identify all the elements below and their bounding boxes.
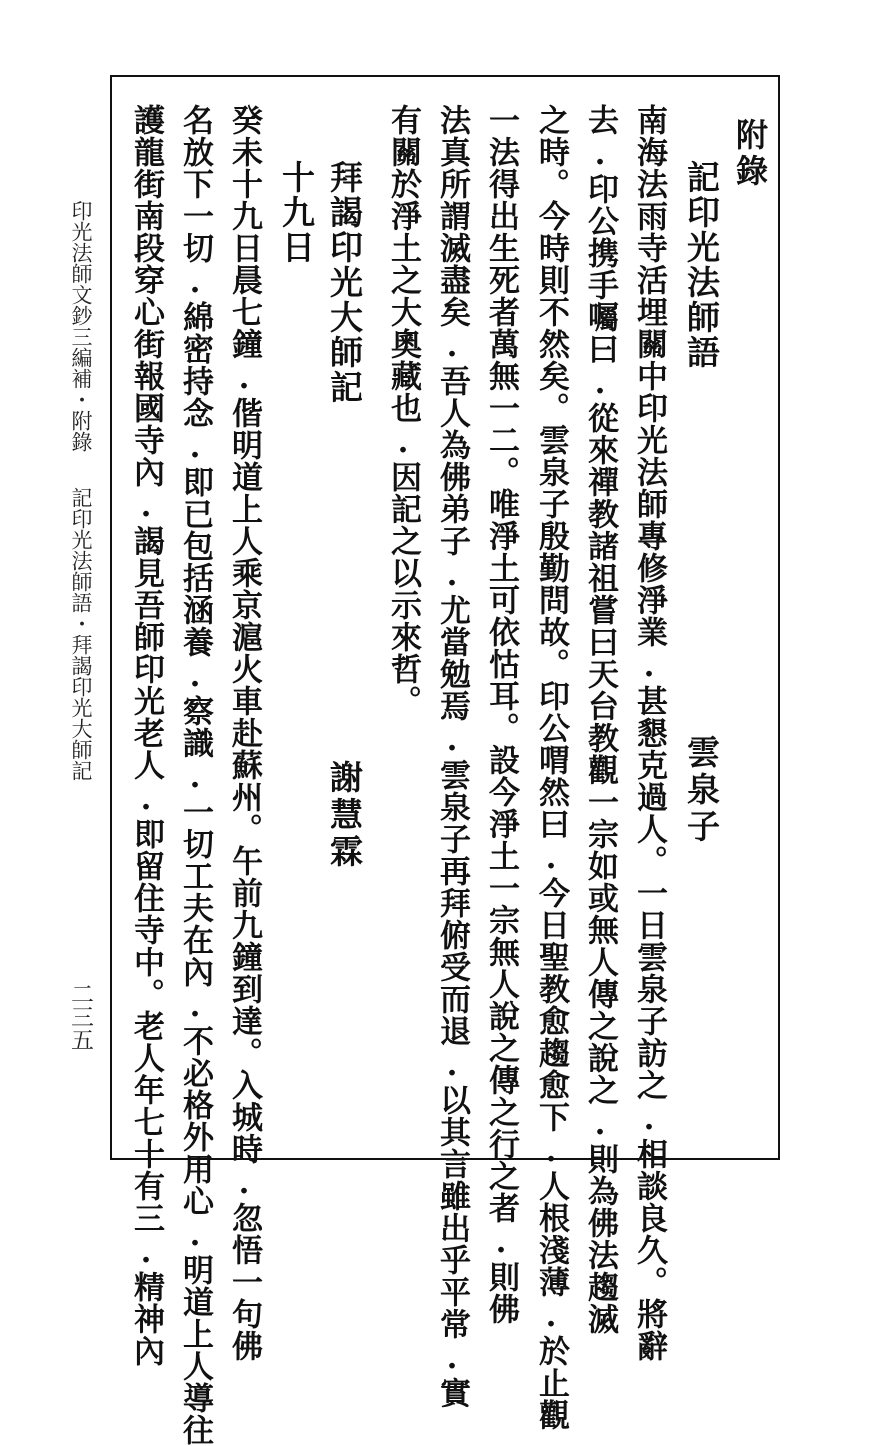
article2-line-3: 護龍街南段穿心街報國寺內.謁見吾師印光老人.即留住寺中。老人年七十有三.精神內 xyxy=(128,104,164,1367)
appendix-heading: 附錄 xyxy=(731,118,769,190)
page-number: 二三五 xyxy=(67,982,93,1051)
article1-line-5: 法真所謂滅盡矣.吾人為佛弟子.尤當勉焉.雲泉子再拜俯受而退.以其言雖出乎平常.實 xyxy=(434,104,470,1409)
article2-title: 拜謁印光大師記 xyxy=(325,160,364,405)
article1-line-1: 南海法雨寺活埋關中印光法師專修淨業.甚懇克過人。一日雲泉子訪之.相談良久。將辭 xyxy=(631,104,667,1362)
article1-line-6: 有關於淨土之大奧藏也.因記之以示來哲。 xyxy=(385,104,421,717)
section-titles-margin: 記印光法師語・拜謁印光大師記 xyxy=(69,487,93,781)
article2-line-2: 名放下一切.綿密持念.即已包括涵養.察識.一切工夫在內.不必格外用心.明道上人導往 xyxy=(177,104,213,1446)
article1-title: 記印光法師語 xyxy=(682,160,721,370)
article1-line-3: 之時。今時則不然矣。雲泉子殷勤問故。印公喟然曰.今日聖教愈趨愈下.人根淺薄.於止觀 xyxy=(533,104,569,1431)
article2-line-1: 癸未十九日晨七鐘.偕明道上人乘京滬火車赴蘇州。午前九鐘到達。入城時.忽悟一句佛 xyxy=(226,104,262,1362)
article1-author: 雲泉子 xyxy=(682,735,721,846)
article1-line-4: 一法得出生死者萬無一二。唯淨土可依怙耳。設今淨土一宗無人說之傳之行之者.則佛 xyxy=(483,104,519,1325)
article1-line-2: 去.印公携手囑曰.從來禪教諸祖嘗曰天台教觀一宗如或無人傳之說之.則為佛法趨滅 xyxy=(582,104,618,1335)
book-title-margin: 印光法師文鈔三編補・附錄 xyxy=(69,200,93,452)
article2-date: 十九日 xyxy=(277,160,316,265)
article2-author: 謝慧霖 xyxy=(325,760,364,871)
